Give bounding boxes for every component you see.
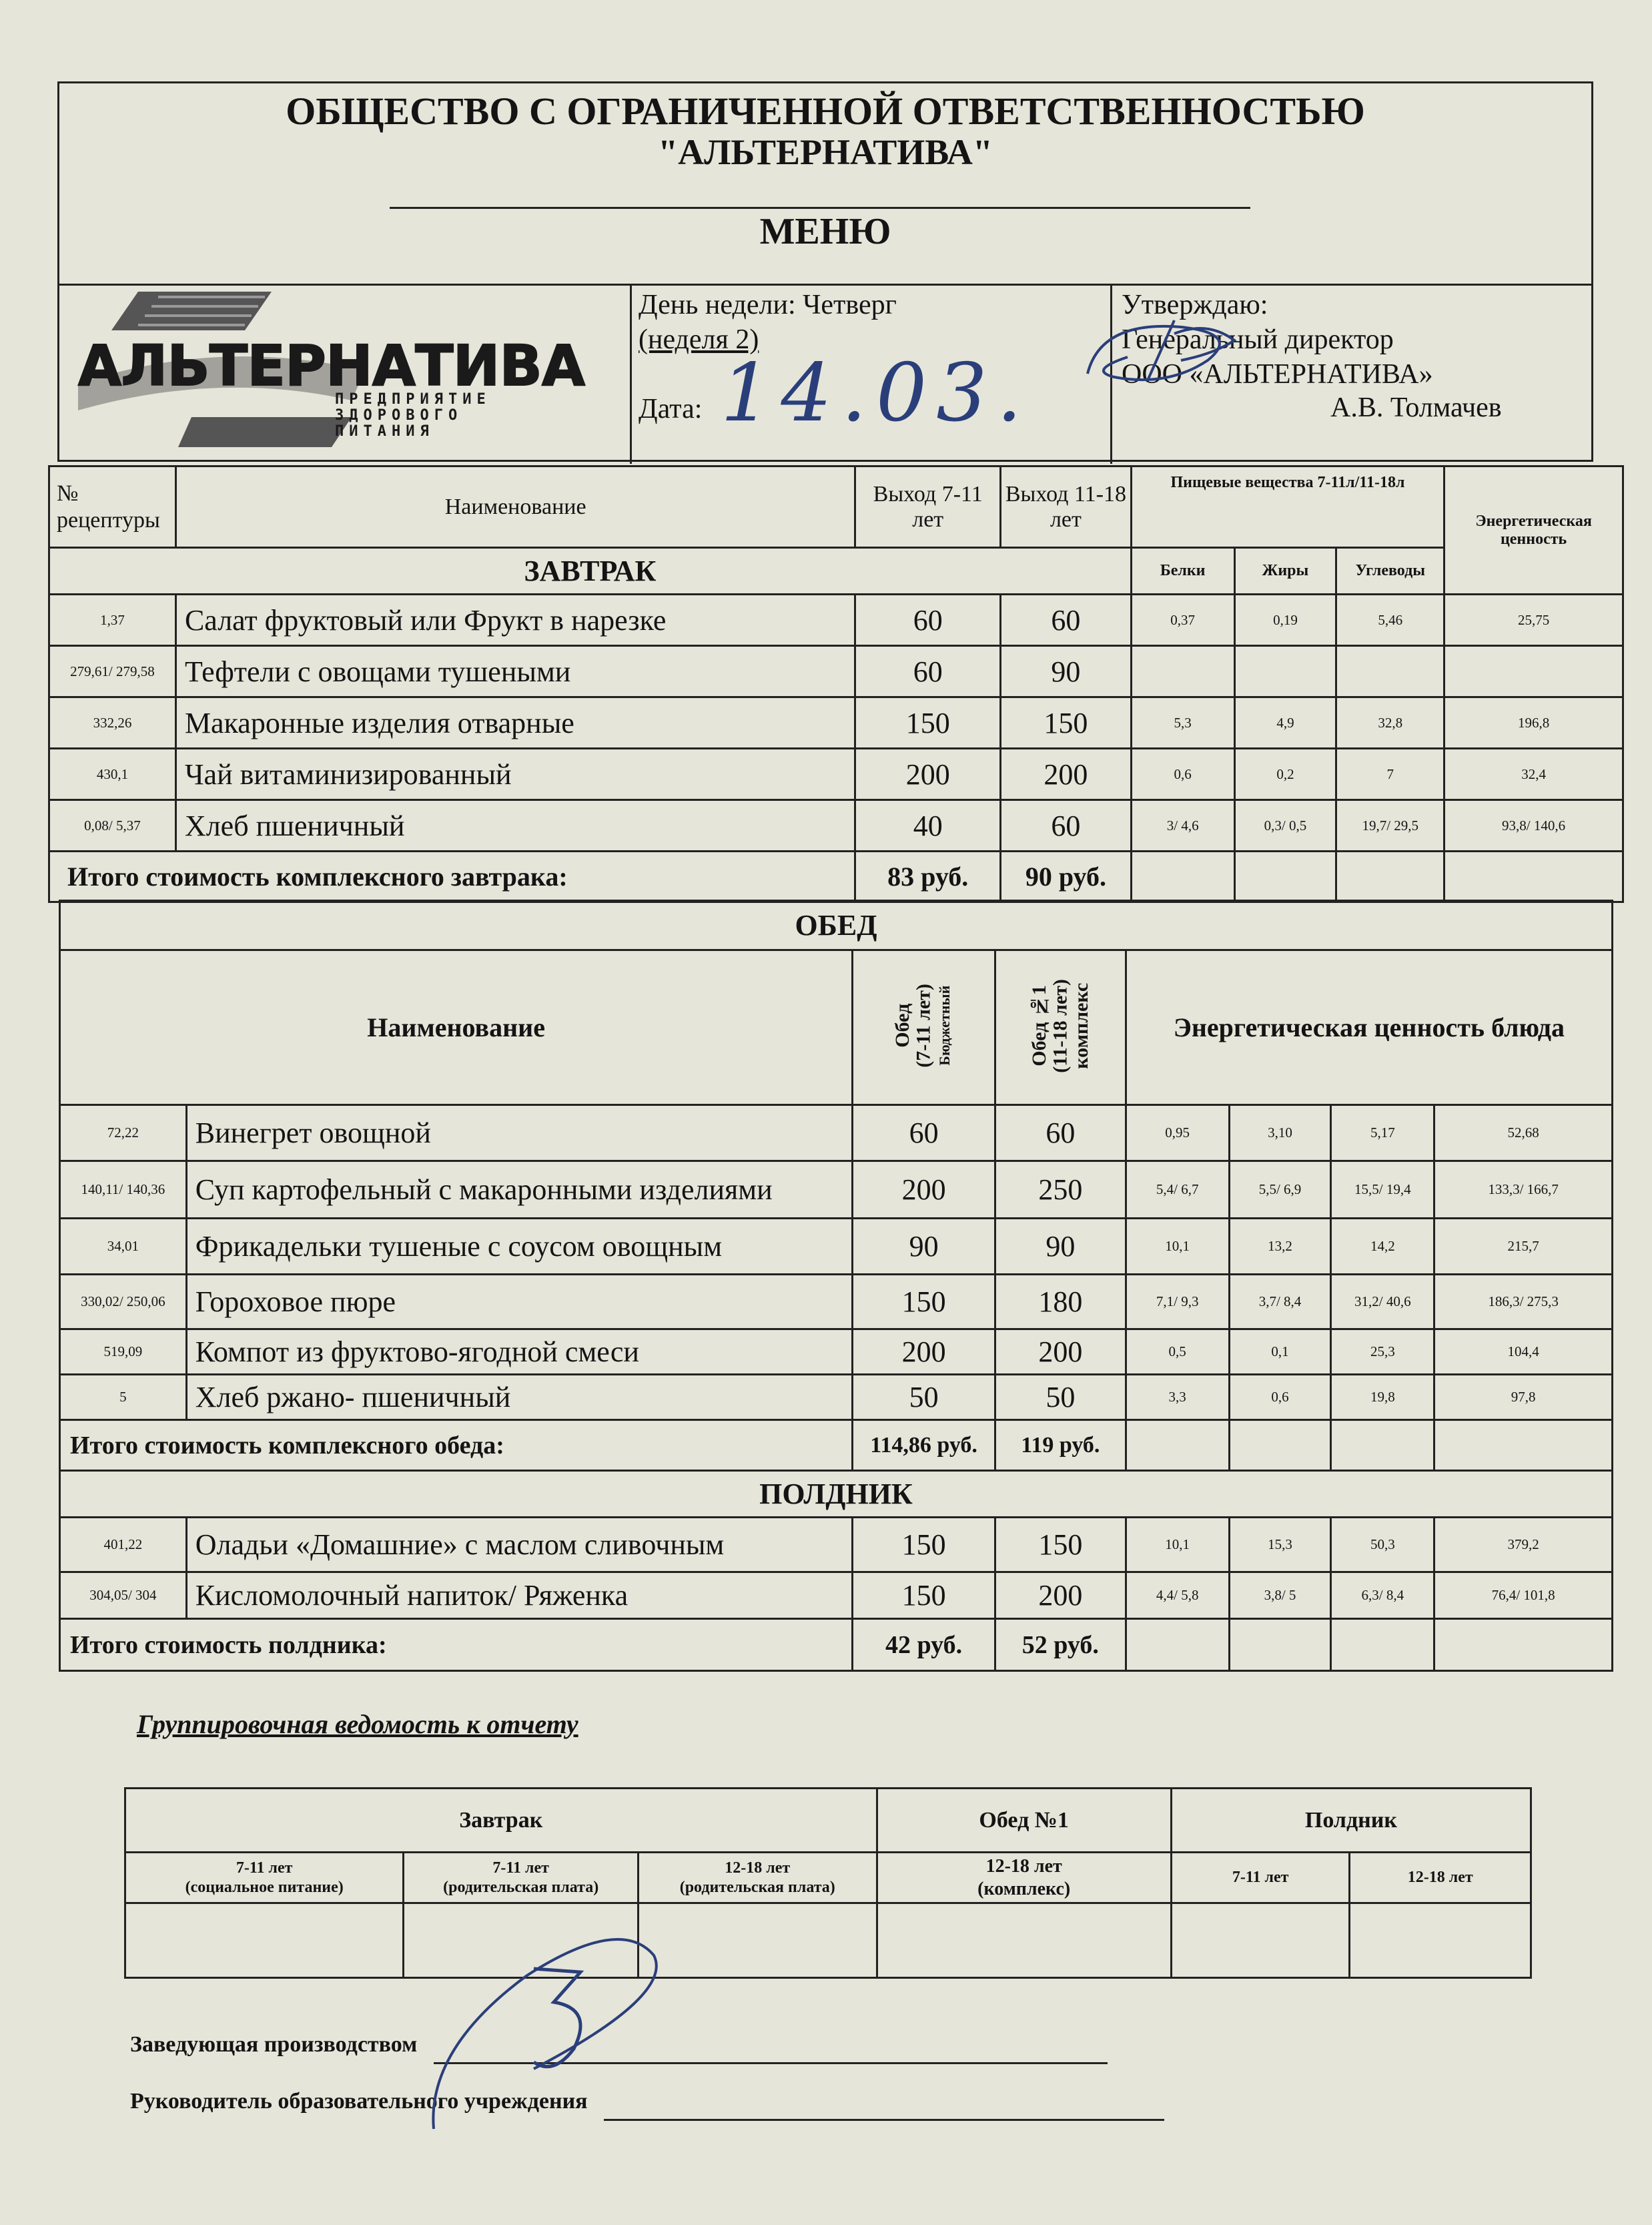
- school-head-label: Руководитель образовательного учреждения: [130, 2089, 588, 2114]
- lunch-col-header-name: Наименование: [60, 950, 853, 1105]
- report-cell: [125, 1903, 404, 1978]
- protein-value: 3/ 4,6: [1131, 800, 1234, 852]
- report-col-3-type: (родительская плата): [679, 1878, 835, 1896]
- company-logo: [71, 284, 618, 450]
- protein-value: 7,1/ 9,3: [1126, 1275, 1229, 1329]
- protein-value: 0,5: [1126, 1329, 1229, 1375]
- col-header-energy: Энергетическая ценность: [1444, 466, 1623, 595]
- page-title: МЕНЮ: [759, 211, 891, 252]
- recipe-number: 519,09: [60, 1329, 187, 1375]
- menu-row: [60, 1219, 1613, 1275]
- report-cell: [1171, 1903, 1350, 1978]
- carbs-value: 32,8: [1336, 697, 1444, 749]
- report-col-3: [638, 1853, 877, 1903]
- empty-cell: [1126, 1619, 1229, 1671]
- protein-value: 0,6: [1131, 749, 1234, 800]
- carbs-value: 14,2: [1331, 1219, 1434, 1275]
- energy-value: 76,4/ 101,8: [1434, 1572, 1613, 1619]
- handwritten-date: 14.03.: [721, 347, 1031, 440]
- approve-label: Утверждаю:: [1122, 290, 1268, 320]
- empty-cell: [1131, 852, 1234, 902]
- energy-value: 52,68: [1434, 1105, 1613, 1161]
- org-name-line2: "АЛЬТЕРНАТИВА": [658, 132, 993, 172]
- portion-11-18: 250: [995, 1161, 1126, 1219]
- portion-11-18: 60: [1001, 595, 1132, 646]
- section-breakfast: ЗАВТРАК: [49, 548, 1132, 595]
- fat-value: 3,10: [1229, 1105, 1331, 1161]
- report-title: Группировочная ведомость к отчету: [137, 1709, 578, 1739]
- report-col-2: [404, 1853, 639, 1903]
- production-manager-label: Заведующая производством: [130, 2032, 418, 2057]
- col-header-recipe: № рецептуры: [49, 466, 176, 548]
- report-col-4-age: 12-18 лет: [985, 1855, 1062, 1877]
- portion-7-11: 60: [855, 595, 1001, 646]
- menu-row: [60, 1329, 1613, 1375]
- energy-value: 379,2: [1434, 1518, 1613, 1572]
- empty-cell: [1434, 1420, 1613, 1471]
- carbs-value: 7: [1336, 749, 1444, 800]
- recipe-number: 5: [60, 1375, 187, 1420]
- menu-row: [60, 1375, 1613, 1420]
- report-cell: [877, 1903, 1171, 1978]
- fat-value: 5,5/ 6,9: [1229, 1161, 1331, 1219]
- col-header-protein: Белки: [1131, 548, 1234, 595]
- menu-row: [60, 1161, 1613, 1219]
- portion-11-18: 200: [1001, 749, 1132, 800]
- carbs-value: 5,17: [1331, 1105, 1434, 1161]
- empty-cell: [1229, 1619, 1331, 1671]
- recipe-number: 34,01: [60, 1219, 187, 1275]
- day-of-week: День недели: Четверг: [639, 290, 897, 320]
- col-header-out2: Выход 11-18 лет: [1001, 466, 1132, 548]
- lunch-total-complex: 119 руб.: [995, 1420, 1126, 1471]
- report-col-1-type: (социальное питание): [185, 1878, 344, 1896]
- lunch-col-header-budget: [853, 950, 995, 1105]
- dish-name: Хлеб пшеничный: [175, 800, 855, 852]
- portion-7-11: 60: [855, 646, 1001, 697]
- portion-7-11: 40: [855, 800, 1001, 852]
- recipe-number: 140,11/ 140,36: [60, 1161, 187, 1219]
- lunch-col-header-complex: [995, 950, 1126, 1105]
- menu-row: [60, 1275, 1613, 1329]
- lunch-budget-age: (7-11 лет): [912, 984, 935, 1068]
- recipe-number: 279,61/ 279,58: [49, 646, 176, 697]
- report-table: [124, 1787, 1532, 1979]
- snack-total-label: Итого стоимость полдника:: [60, 1619, 853, 1671]
- recipe-number: 401,22: [60, 1518, 187, 1572]
- protein-value: 0,37: [1131, 595, 1234, 646]
- energy-value: 25,75: [1444, 595, 1623, 646]
- menu-row: [49, 646, 1623, 697]
- dish-name: Фрикадельки тушеные с соусом овощным: [186, 1219, 853, 1275]
- portion-11-18: 50: [995, 1375, 1126, 1420]
- empty-cell: [1331, 1619, 1434, 1671]
- portion-11-18: 60: [995, 1105, 1126, 1161]
- dish-name: Макаронные изделия отварные: [175, 697, 855, 749]
- report-col-2-age: 7-11 лет: [492, 1859, 549, 1877]
- snack-total-7-11: 42 руб.: [853, 1619, 995, 1671]
- fat-value: 0,1: [1229, 1329, 1331, 1375]
- report-col-5: 7-11 лет: [1171, 1853, 1350, 1903]
- recipe-number: 304,05/ 304: [60, 1572, 187, 1619]
- manager-signature: [420, 1915, 674, 2136]
- report-col-4-type: (комплекс): [977, 1878, 1071, 1899]
- report-group-breakfast: Завтрак: [125, 1789, 877, 1853]
- header-col-divider-1: [630, 284, 632, 464]
- protein-value: 0,95: [1126, 1105, 1229, 1161]
- school-head-line: [604, 2119, 1164, 2121]
- portion-7-11: 50: [853, 1375, 995, 1420]
- fat-value: 3,8/ 5: [1229, 1572, 1331, 1619]
- energy-value: 32,4: [1444, 749, 1623, 800]
- section-lunch: ОБЕД: [60, 901, 1613, 950]
- fat-value: 15,3: [1229, 1518, 1331, 1572]
- breakfast-table: [48, 465, 1624, 903]
- lunch-complex-type: комплекс: [1070, 982, 1093, 1069]
- energy-value: 104,4: [1434, 1329, 1613, 1375]
- protein-value: 10,1: [1126, 1518, 1229, 1572]
- recipe-number: 430,1: [49, 749, 176, 800]
- approve-position: Генеральный директор: [1122, 324, 1394, 355]
- dish-name: Оладьи «Домашние» с маслом сливочным: [186, 1518, 853, 1572]
- date-label: Дата:: [639, 394, 703, 424]
- logo-word: АЛЬТЕРНАТИВА: [78, 333, 585, 398]
- lunch-table: [59, 900, 1613, 1672]
- dish-name: Суп картофельный с макаронными изделиями: [186, 1161, 853, 1219]
- portion-11-18: 150: [1001, 697, 1132, 749]
- energy-value: 133,3/ 166,7: [1434, 1161, 1613, 1219]
- empty-cell: [1229, 1420, 1331, 1471]
- carbs-value: [1336, 646, 1444, 697]
- menu-row: [60, 1105, 1613, 1161]
- col-header-nutrients: Пищевые вещества 7-11л/11-18л: [1131, 466, 1444, 548]
- empty-cell: [1336, 852, 1444, 902]
- dish-name: Салат фруктовый или Фрукт в нарезке: [175, 595, 855, 646]
- protein-value: 10,1: [1126, 1219, 1229, 1275]
- logo-sub2: ЗДОРОВОГО: [335, 407, 463, 424]
- portion-11-18: 90: [995, 1219, 1126, 1275]
- menu-row: [60, 1518, 1613, 1572]
- snack-total-12-18: 52 руб.: [995, 1619, 1126, 1671]
- carbs-value: 19,8: [1331, 1375, 1434, 1420]
- carbs-value: 25,3: [1331, 1329, 1434, 1375]
- dish-name: Компот из фруктово-ягодной смеси: [186, 1329, 853, 1375]
- carbs-value: 31,2/ 40,6: [1331, 1275, 1434, 1329]
- report-group-snack: Полдник: [1171, 1789, 1531, 1853]
- breakfast-total-11-18: 90 руб.: [1001, 852, 1132, 902]
- energy-value: 93,8/ 140,6: [1444, 800, 1623, 852]
- portion-7-11: 200: [853, 1329, 995, 1375]
- report-col-3-age: 12-18 лет: [725, 1859, 791, 1877]
- report-col-4: [877, 1853, 1171, 1903]
- lunch-budget-type: Бюджетный: [936, 986, 953, 1066]
- report-cell: [1350, 1903, 1531, 1978]
- fat-value: 3,7/ 8,4: [1229, 1275, 1331, 1329]
- report-col-1: [125, 1853, 404, 1903]
- menu-row: [49, 749, 1623, 800]
- recipe-number: 1,37: [49, 595, 176, 646]
- energy-value: 97,8: [1434, 1375, 1613, 1420]
- logo-sub1: ПРЕДПРИЯТИЕ: [335, 391, 491, 408]
- energy-value: [1444, 646, 1623, 697]
- empty-cell: [1444, 852, 1623, 902]
- carbs-value: 19,7/ 29,5: [1336, 800, 1444, 852]
- breakfast-total-label: Итого стоимость комплексного завтрака:: [49, 852, 855, 902]
- portion-7-11: 60: [853, 1105, 995, 1161]
- portion-7-11: 200: [855, 749, 1001, 800]
- fat-value: 0,3/ 0,5: [1234, 800, 1336, 852]
- lunch-total-label: Итого стоимость комплексного обеда:: [60, 1420, 853, 1471]
- lunch-budget-label: Обед: [891, 1003, 914, 1048]
- menu-row: [49, 595, 1623, 646]
- portion-11-18: 200: [995, 1329, 1126, 1375]
- protein-value: 3,3: [1126, 1375, 1229, 1420]
- portion-7-11: 200: [853, 1161, 995, 1219]
- dish-name: Чай витаминизированный: [175, 749, 855, 800]
- portion-11-18: 150: [995, 1518, 1126, 1572]
- dish-name: Тефтели с овощами тушеными: [175, 646, 855, 697]
- empty-cell: [1234, 852, 1336, 902]
- report-group-lunch: Обед №1: [877, 1789, 1171, 1853]
- energy-value: 186,3/ 275,3: [1434, 1275, 1613, 1329]
- recipe-number: 0,08/ 5,37: [49, 800, 176, 852]
- portion-7-11: 150: [855, 697, 1001, 749]
- carbs-value: 15,5/ 19,4: [1331, 1161, 1434, 1219]
- fat-value: 0,19: [1234, 595, 1336, 646]
- recipe-number: 332,26: [49, 697, 176, 749]
- empty-cell: [1434, 1619, 1613, 1671]
- fat-value: 0,2: [1234, 749, 1336, 800]
- logo-sub3: ПИТАНИЯ: [335, 423, 434, 440]
- fat-value: [1234, 646, 1336, 697]
- org-name-line1: ОБЩЕСТВО С ОГРАНИЧЕННОЙ ОТВЕТСТВЕННОСТЬЮ: [286, 89, 1365, 133]
- fat-value: 13,2: [1229, 1219, 1331, 1275]
- portion-11-18: 180: [995, 1275, 1126, 1329]
- portion-11-18: 200: [995, 1572, 1126, 1619]
- fat-value: 4,9: [1234, 697, 1336, 749]
- dish-name: Хлеб ржано- пшеничный: [186, 1375, 853, 1420]
- col-header-carbs: Углеводы: [1336, 548, 1444, 595]
- lunch-col-header-energy: Энергетическая ценность блюда: [1126, 950, 1612, 1105]
- section-snack: ПОЛДНИК: [60, 1471, 1613, 1518]
- col-header-fat: Жиры: [1234, 548, 1336, 595]
- carbs-value: 5,46: [1336, 595, 1444, 646]
- portion-11-18: 90: [1001, 646, 1132, 697]
- portion-7-11: 150: [853, 1572, 995, 1619]
- recipe-number: 330,02/ 250,06: [60, 1275, 187, 1329]
- carbs-value: 50,3: [1331, 1518, 1434, 1572]
- protein-value: 5,4/ 6,7: [1126, 1161, 1229, 1219]
- report-col-1-age: 7-11 лет: [236, 1859, 293, 1877]
- report-cell: [638, 1903, 877, 1978]
- lunch-total-budget: 114,86 руб.: [853, 1420, 995, 1471]
- portion-7-11: 90: [853, 1219, 995, 1275]
- approve-company: ООО «АЛЬТЕРНАТИВА»: [1122, 359, 1433, 390]
- menu-row: [49, 800, 1623, 852]
- col-header-name: Наименование: [175, 466, 855, 548]
- recipe-number: 72,22: [60, 1105, 187, 1161]
- menu-row: [49, 697, 1623, 749]
- dish-name: Винегрет овощной: [186, 1105, 853, 1161]
- empty-cell: [1331, 1420, 1434, 1471]
- report-col-2-type: (родительская плата): [443, 1878, 599, 1896]
- week-number: (неделя 2): [639, 324, 759, 355]
- lunch-complex-age: (11-18 лет): [1049, 978, 1072, 1073]
- col-header-out1: Выход 7-11 лет: [855, 466, 1001, 548]
- carbs-value: 6,3/ 8,4: [1331, 1572, 1434, 1619]
- breakfast-total-7-11: 83 руб.: [855, 852, 1001, 902]
- fat-value: 0,6: [1229, 1375, 1331, 1420]
- protein-value: 5,3: [1131, 697, 1234, 749]
- report-col-6: 12-18 лет: [1350, 1853, 1531, 1903]
- protein-value: 4,4/ 5,8: [1126, 1572, 1229, 1619]
- title-divider: [390, 207, 1250, 209]
- approver-name: А.В. Толмачев: [1330, 392, 1502, 423]
- portion-7-11: 150: [853, 1275, 995, 1329]
- dish-name: Гороховое пюре: [186, 1275, 853, 1329]
- energy-value: 196,8: [1444, 697, 1623, 749]
- empty-cell: [1126, 1420, 1229, 1471]
- dish-name: Кисломолочный напиток/ Ряженка: [186, 1572, 853, 1619]
- portion-11-18: 60: [1001, 800, 1132, 852]
- menu-row: [60, 1572, 1613, 1619]
- director-signature: [1074, 294, 1288, 394]
- lunch-complex-label: Обед №1: [1028, 985, 1051, 1066]
- portion-7-11: 150: [853, 1518, 995, 1572]
- energy-value: 215,7: [1434, 1219, 1613, 1275]
- protein-value: [1131, 646, 1234, 697]
